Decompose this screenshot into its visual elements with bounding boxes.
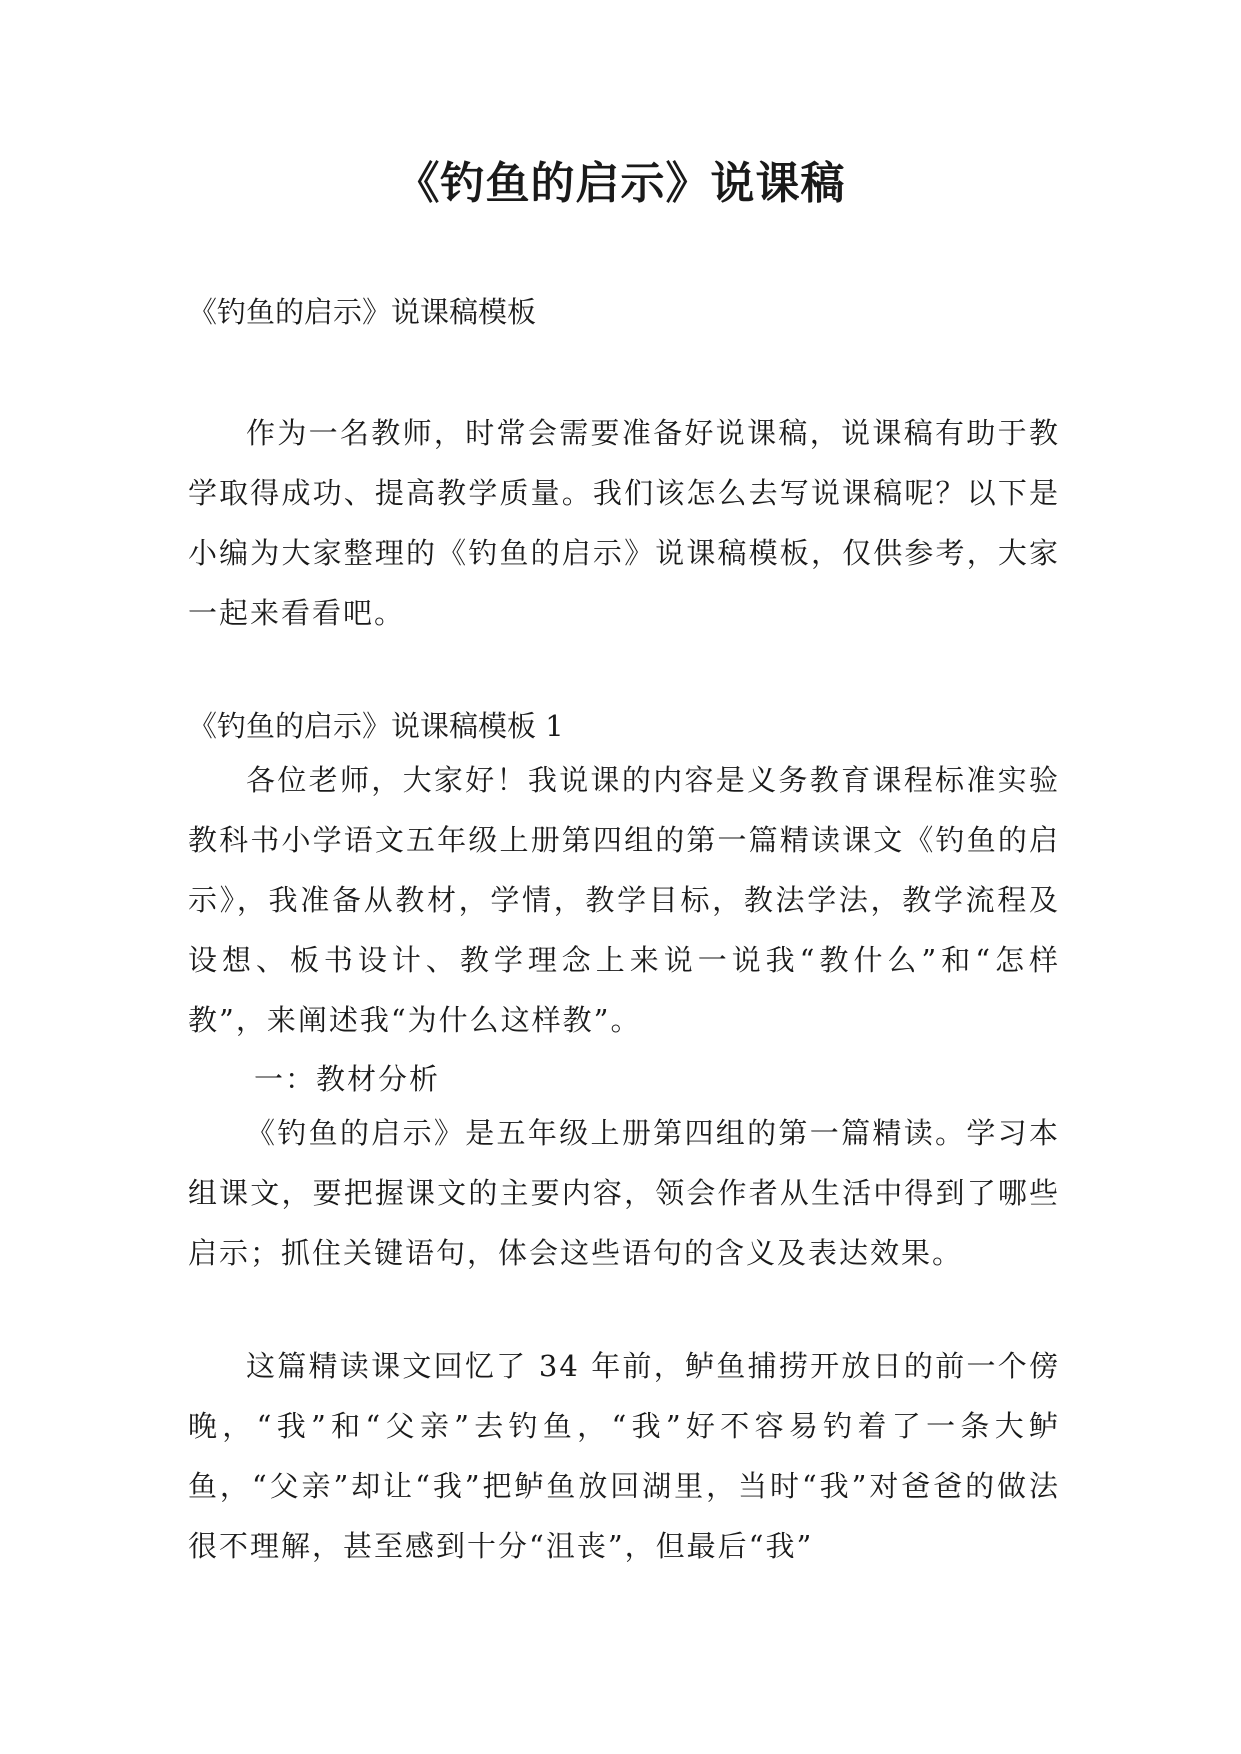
- section-heading: 《钓鱼的启示》说课稿模板 1: [188, 709, 564, 743]
- document-title: 《钓鱼的启示》说课稿: [395, 158, 846, 209]
- body-paragraph-2: 《钓鱼的启示》是五年级上册第四组的第一篇精读。学习本组课文，要把握课文的主要内容，领会作者从生活中得到了哪些启示；抓住关键语句，体会这些语句的含义及表达效果。: [188, 1116, 1060, 1270]
- intro-paragraph: 作为一名教师，时常会需要准备好说课稿，说课稿有助于教学取得成功、提高教学质量。我们该怎么去写说课稿呢？以下是小编为大家整理的《钓鱼的启示》说课稿模板，仅供参考，大家一起来看看吧。: [188, 416, 1060, 630]
- body-paragraph-1: 各位老师，大家好！我说课的内容是义务教育课程标准实验教科书小学语文五年级上册第四组的第一篇精读课文《钓鱼的启示》，我准备从教材，学情，教学目标，教法学法，教学流程及设想、板书设计、教学理念上来说一说我“教什么”和“怎样教”，来阐述我“为什么这样教”。: [188, 763, 1060, 1037]
- document-subtitle: 《钓鱼的启示》说课稿模板: [188, 295, 537, 329]
- body-paragraph-3: 这篇精读课文回忆了 34 年前，鲈鱼捕捞开放日的前一个傍晚，“我”和“父亲”去钓鱼，“我”好不容易钓着了一条大鲈鱼，“父亲”却让“我”把鲈鱼放回湖里，当时“我”对爸爸的做法很不理解，甚至感到十分“沮丧”，但最后“我”: [188, 1349, 1060, 1563]
- subheading-textbook-analysis: 一：教材分析: [254, 1062, 441, 1096]
